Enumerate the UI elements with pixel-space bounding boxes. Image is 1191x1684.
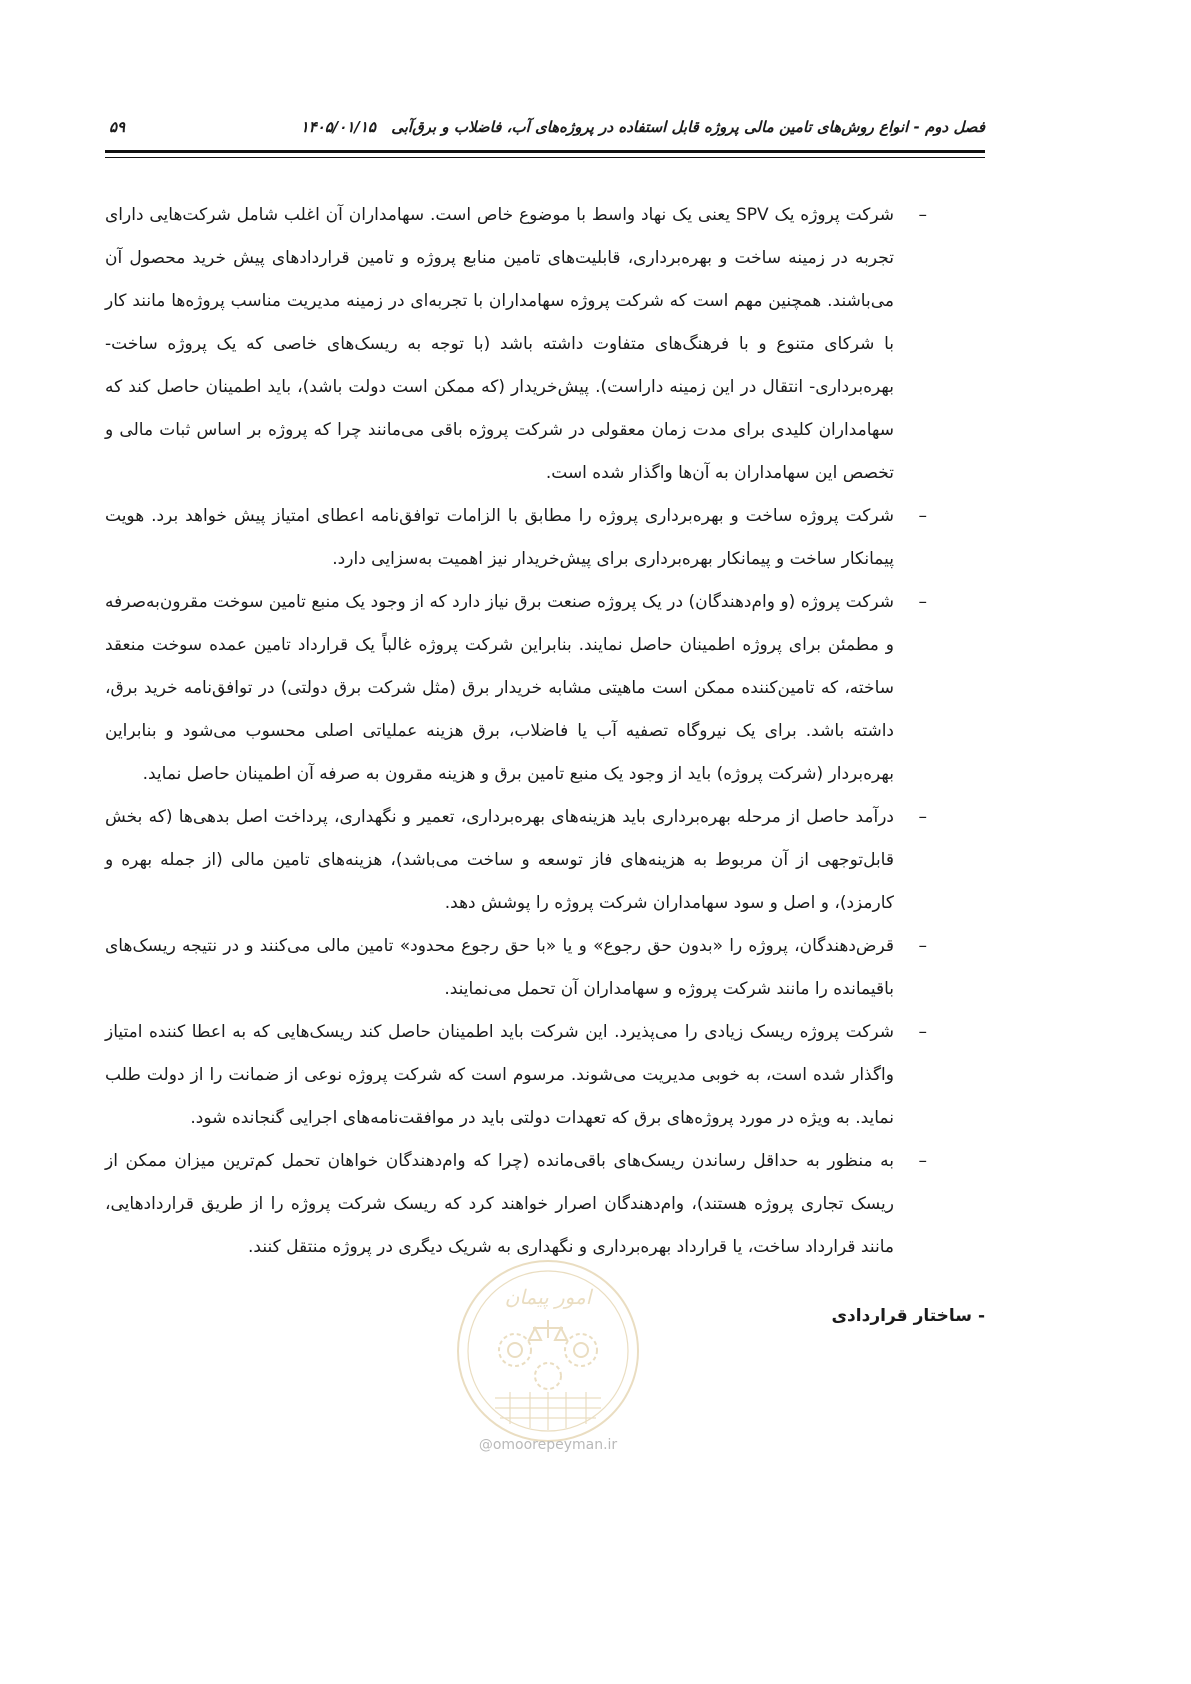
chapter-title-text: فصل دوم - انواع روش‌های تامین مالی پروژه قابل استفاده در پروژه‌های آب، فاضلاب و برق‌آبی <box>391 118 985 136</box>
gear-hub-icon <box>574 1343 588 1357</box>
bullet-marker: – <box>918 205 927 225</box>
list-item-text: به منظور به حداقل رساندن ریسک‌های باقی‌مانده (چرا که وام‌دهندگان خواهان تحمل کم‌ترین میزان ممکن از ریسک تجاری پروژه هستند)، وام‌دهندگان اصرار خواهند کرد که ریسک شرکت پروژه را از طریق قراردادهایی، مانند قرارداد ساخت، یا قرارداد بهره‌برداری و نگهداری به شریک دیگری در پروژه منتقل کنند. <box>105 1151 894 1257</box>
list-item-text: شرکت پروژه ریسک زیادی را می‌پذیرد. این شرکت باید اطمینان حاصل کند ریسک‌هایی که به اعطا کننده امتیاز واگذار شده است، به خوبی مدیریت می‌شوند. مرسوم است که شرکت پروژه نوعی از ضمانت را از دولت طلب نماید. به ویژه در مورد پروژه‌های برق که تعهدات دولتی باید در موافقت‌نامه‌های اجرایی گنجانده شود. <box>105 1022 894 1128</box>
page-header <box>105 114 985 148</box>
main-content <box>105 194 985 1338</box>
bullet-marker: – <box>918 936 927 956</box>
gear-icon <box>535 1363 561 1389</box>
list-item <box>105 495 927 581</box>
list-item-text: درآمد حاصل از مرحله بهره‌برداری باید هزینه‌های بهره‌برداری، تعمیر و نگهداری، پرداخت اصل بدهی‌ها (که بخش قابل‌توجهی از آن مربوط به هزینه‌های فاز توسعه و ساخت می‌باشد)، هزینه‌های تامین مالی (از جمله بهره و کارمزد)، و اصل و سود سهامداران شرکت پروژه را پوشش دهد. <box>105 807 894 913</box>
list-item-text: شرکت پروژه ساخت و بهره‌برداری پروژه را مطابق با الزامات توافق‌نامه اعطای امتیاز پیش خواهد برد. هویت پیمانکار ساخت و پیمانکار بهره‌برداری برای پیش‌خریدار نیز اهمیت به‌سزایی دارد. <box>105 506 894 569</box>
page-number: ۵۹ <box>109 118 126 136</box>
list-item <box>105 796 927 925</box>
gear-icon <box>499 1334 531 1366</box>
list-item <box>105 925 927 1011</box>
list-item-text: شرکت پروژه یک SPV یعنی یک نهاد واسط با موضوع خاص است. سهامداران آن اغلب شامل شرکت‌هایی دارای تجربه در زمینه ساخت و بهره‌برداری، قابلیت‌های تامین منابع پروژه و تامین قراردادهای پیش خرید محصول آن می‌باشند. همچنین مهم است که شرکت پروژه سهامداران با تجربه‌ای در زمینه مدیریت مناسب پروژه‌ها مانند کار با شرکای متنوع و با فرهنگ‌های متفاوت داشته باشد (با توجه به ریسک‌های خاصی که یک پروژه ساخت- بهره‌برداری- انتقال در این زمینه داراست). پیش‌خریدار (که ممکن است دولت باشد)، باید اطمینان حاصل کند که سهامداران کلیدی برای مدت زمان معقولی در شرکت پروژه باقی می‌مانند چرا که پروژه بر اساس ثبات مالی و تخصص این سهامداران به آن‌ها واگذار شده است. <box>105 205 894 483</box>
building-grid-icon <box>495 1392 601 1430</box>
list-item <box>105 1011 927 1140</box>
gear-icon <box>565 1334 597 1366</box>
bullet-marker: – <box>918 506 927 526</box>
bullet-marker: – <box>918 592 927 612</box>
list-item-text: شرکت پروژه (و وام‌دهندگان) در یک پروژه صنعت برق نیاز دارد که از وجود یک منبع تامین سوخت مقرون‌به‌صرفه و مطمئن برای پروژه اطمینان حاصل نمایند. بنابراین شرکت پروژه غالباً یک قرارداد تامین عمده سوخت منعقد ساخته، که تامین‌کننده ممکن است ماهیتی مشابه خریدار برق (مثل شرکت برق دولتی) در توافق‌نامه خرید برق، داشته باشد. برای یک نیروگاه تصفیه آب یا فاضلاب، برق هزینه عملیاتی اصلی محسوب می‌شود و بنابراین بهره‌بردار (شرکت پروژه) باید از وجود یک منبع تامین برق و هزینه مقرون به صرفه آن اطمینان حاصل نماید. <box>105 592 894 784</box>
bullet-marker: – <box>918 1022 927 1042</box>
list-item <box>105 1140 927 1269</box>
header-rule-thin <box>105 157 985 158</box>
gear-hub-icon <box>508 1343 522 1357</box>
watermark-site: @omoorepeyman.ir <box>478 1437 618 1453</box>
list-item <box>105 581 927 796</box>
section-heading: - ساختار قراردادی <box>831 1306 985 1326</box>
chapter-title <box>301 118 985 136</box>
header-rule-thick <box>105 150 985 153</box>
bullet-marker: – <box>918 807 927 827</box>
list-item <box>105 194 927 495</box>
bullet-marker: – <box>918 1151 927 1171</box>
list-item-text: قرض‌دهندگان، پروژه را «بدون حق رجوع» و یا «با حق رجوع محدود» تامین مالی می‌کنند و در نتیجه ریسک‌های باقیمانده را مانند شرکت پروژه و سهامداران آن تحمل می‌نمایند. <box>105 936 894 999</box>
bullet-list <box>105 194 927 1269</box>
header-date: ۱۴۰۵/۰۱/۱۵ <box>300 118 376 136</box>
watermark-logo-text: امور پیمان <box>504 1285 592 1309</box>
